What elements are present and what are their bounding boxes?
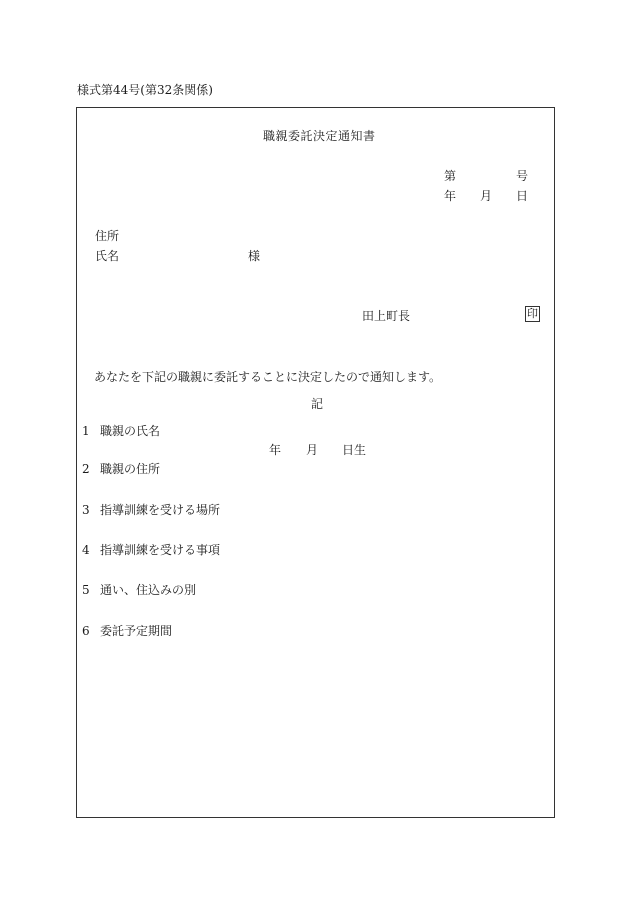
birth-date-year: 年 (269, 443, 282, 457)
notice-text: あなたを下記の職親に委託することに決定したので通知します。 (94, 370, 442, 384)
item-number: 4 (82, 543, 90, 557)
item-planned-period (82, 625, 172, 637)
item-number: 3 (82, 503, 90, 517)
document-number-suffix: 号 (516, 169, 529, 183)
birth-date-month: 月 (306, 443, 319, 457)
item-training-matters (82, 544, 220, 556)
item-number: 6 (82, 624, 90, 638)
item-number: 1 (82, 424, 90, 438)
item-training-location (82, 504, 220, 516)
item-number: 2 (82, 462, 90, 476)
document-title: 職親委託決定通知書 (263, 129, 376, 143)
item-label: 委託予定期間 (100, 624, 173, 638)
item-label: 通い、住込みの別 (100, 583, 197, 597)
recipient-name-label: 氏名 (95, 249, 120, 263)
item-number: 5 (82, 583, 90, 597)
recipient-address-label: 住所 (95, 229, 120, 243)
issue-date-year: 年 (444, 189, 457, 203)
item-commute-or-live-in (82, 584, 196, 596)
item-foster-parent-address (82, 463, 160, 475)
recipient-honorific: 様 (248, 249, 261, 263)
issuer-name: 田上町長 (362, 309, 411, 323)
item-label: 職親の住所 (100, 462, 161, 476)
ki-heading: 記 (311, 397, 324, 411)
item-label: 指導訓練を受ける事項 (100, 543, 221, 557)
issue-date-month: 月 (480, 189, 493, 203)
seal-mark: 印 (527, 307, 538, 320)
issue-date-day: 日 (516, 189, 529, 203)
item-foster-parent-name (82, 425, 160, 437)
item-label: 指導訓練を受ける場所 (100, 503, 221, 517)
document-number-prefix: 第 (444, 169, 457, 183)
birth-date-day: 日生 (342, 443, 367, 457)
item-label: 職親の氏名 (100, 424, 161, 438)
form-number: 様式第44号(第32条関係) (77, 83, 213, 97)
